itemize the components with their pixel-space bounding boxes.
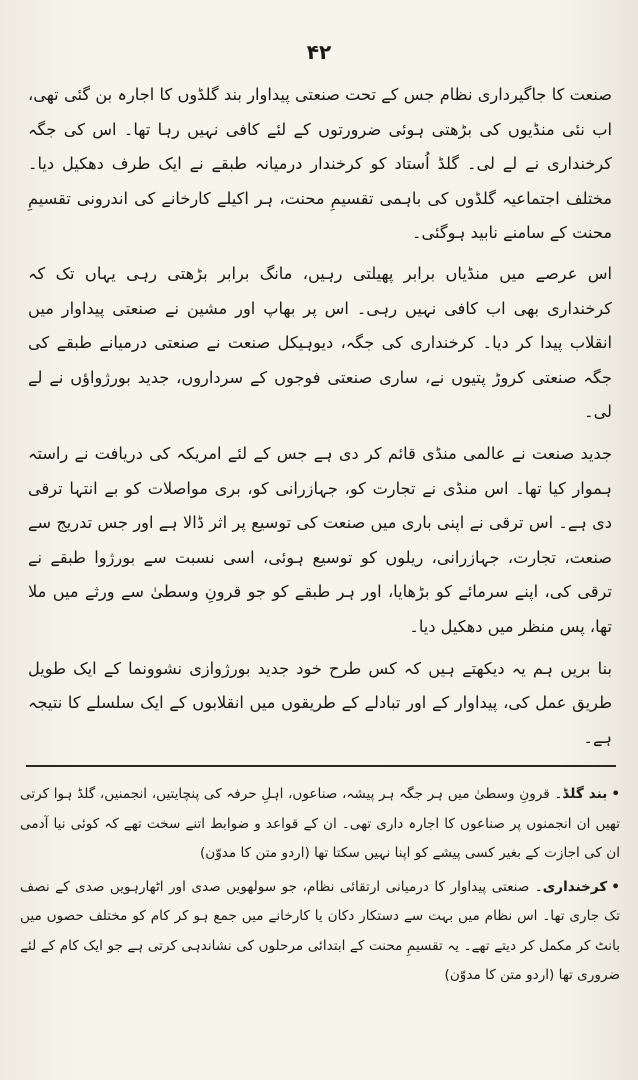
footnote bbox=[20, 780, 620, 869]
footnote-text: ۔ قرونِ وسطیٰ میں ہر جگہ ہر پیشہ، صناعوں، اہلِ حرفہ کی پنچایتیں، انجمنیں، گلڈ ہوا کرتی تھیں ان انجمنوں پر صناعوں کا اجارہ داری تھی۔ ان کے قواعد و ضوابط اتنے سخت تھے کہ کوئی نیا آدمی ان کی اجازت کے بغیر کسی پیشے کو اپنا نہیں سکتا تھا (اردو متن کا مدوّن) bbox=[20, 786, 620, 861]
footnotes bbox=[20, 780, 620, 995]
footnote-bullet: • bbox=[611, 878, 620, 895]
footnote-bullet: • bbox=[611, 786, 621, 802]
paragraph: بنا بریں ہم یہ دیکھتے ہیں کہ کس طرح خود جدید بورژوازی نشوونما کے ایک طویل طریق عمل کی، پیداوار کے اور تبادلے کے طریقوں میں انقلابوں کے ایک سلسلے کا نتیجہ ہے۔ bbox=[28, 658, 612, 747]
footnote-term: کرخنداری bbox=[542, 878, 608, 895]
footnote bbox=[20, 873, 620, 991]
main-text bbox=[28, 78, 612, 762]
paragraph: اس عرصے میں منڈیاں برابر پھیلتی رہیں، مانگ برابر بڑھتی رہی یہاں تک کہ کرخنداری بھی اب کافی نہیں رہی۔ اس پر بھاپ اور مشین نے صنعتی پیداوار میں انقلاب پیدا کر دیا۔ کرخنداری کی جگہ، دیوہیکل صنعت نے صنعتی درمیانے طبقے کی جگہ صنعتی کروڑ پتیوں نے، ساری صنعتی فوجوں کے سرداروں، جدید بورژواؤں نے لے لی۔ bbox=[28, 263, 612, 422]
footnote-term: بند گلڈ bbox=[562, 786, 608, 802]
footnote-text: ۔ صنعتی پیداوار کا درمیانی ارتقائی نظام، جو سولھویں صدی اور اٹھارہویں صدی کے نصف تک جاری تھا۔ اس نظام میں بہت سے دستکار دکان یا کارخانے میں جمع ہو کر کام کو مختلف حصوں میں بانٹ کر مکمل کر دیتے تھے۔ یہ تقسیمِ محنت کے ابتدائی مرحلوں کی نشاندہی کرتی ہے جو ایک کام کے لئے ضروری تھا (اردو متن کا مدوّن) bbox=[20, 878, 620, 983]
footnote-divider bbox=[26, 765, 616, 767]
paragraph: جدید صنعت نے عالمی منڈی قائم کر دی ہے جس کے لئے امریکہ کی دریافت نے راستہ ہموار کیا تھا۔ اس منڈی نے تجارت کو، جہازرانی کو، بری مواصلات کو بے انتہا ترقی دی ہے۔ اس ترقی نے اپنی باری میں صنعت کی توسیع پر اثر ڈالا ہے اور جس تدریج سے صنعت، تجارت، جہازرانی، ریلوں کو توسیع ہوئی، اسی نسبت سے بورژوا طبقے نے ترقی کی، اپنے سرمائے کو بڑھایا، اور ہر طبقے کو جو قرونِ وسطیٰ سے ورثے میں ملا تھا، پس منظر میں دھکیل دیا۔ bbox=[28, 443, 612, 636]
page-number: ۴۲ bbox=[306, 40, 332, 64]
paragraph: صنعت کا جاگیرداری نظام جس کے تحت صنعتی پیداوار بند گلڈوں کا اجارہ بن گئی تھی، اب نئی منڈیوں کی بڑھتی ہوئی ضرورتوں کے لئے کافی نہیں رہا تھا۔ اس کی جگہ کرخنداری نے لے لی۔ گلڈ اُستاد کو کرخندار درمیانہ طبقے نے ایک طرف دھکیل دیا۔ مختلف اجتماعیہ گلڈوں کی باہمی تقسیمِ محنت، ہر اکیلے کارخانے کی اندرونی تقسیمِ محنت کے سامنے نابید ہوگئی۔ bbox=[28, 85, 612, 243]
